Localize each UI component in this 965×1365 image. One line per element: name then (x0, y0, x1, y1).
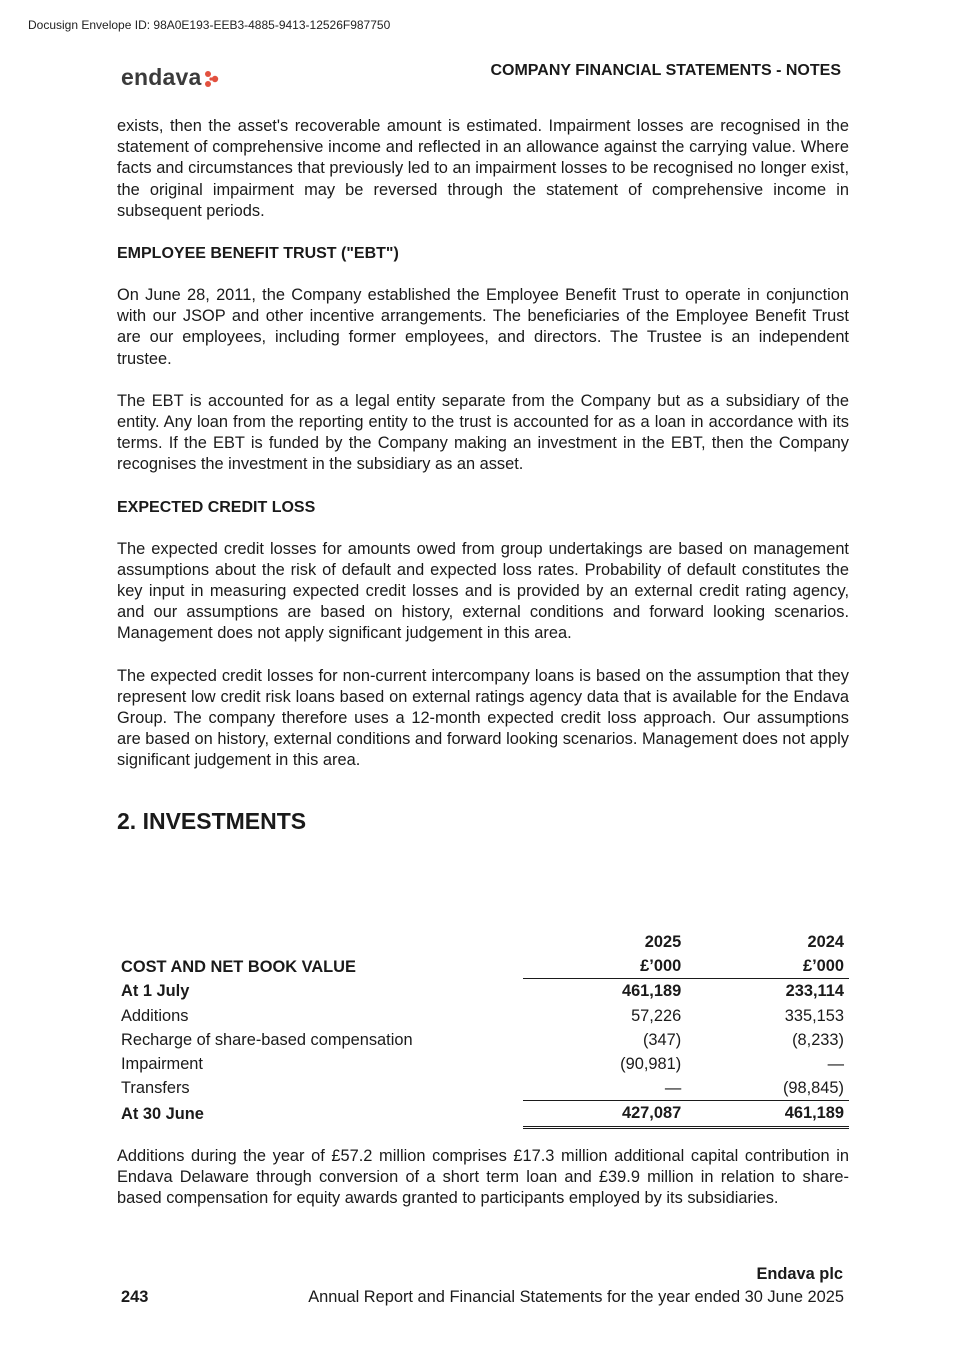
row-label: Impairment (121, 1055, 203, 1074)
after-table-text (117, 1146, 849, 1210)
logo-wordmark: endava (121, 64, 202, 90)
section-title: 2. INVESTMENTS (117, 807, 307, 834)
table-year-row (117, 930, 849, 954)
table-row (117, 1052, 849, 1076)
ecl-paragraph-2: The expected credit losses for non-current intercompany loans is based on the assumption that they represent low credit risk loans based on external ratings agency data that is available for the Endava Group. The company therefore uses a 12-month expected credit loss approach. Our assumptions are based on history, external conditions and forward looking scenarios. Management does not apply significant judgement in this area. (117, 666, 849, 770)
row-value-2024: — (827, 1055, 844, 1074)
impairment-paragraph: exists, then the asset's recoverable amount is estimated. Impairment losses are recognised in the statement of comprehensive income and reflected in an allowance against the carrying value. Where facts and circumstances that previously led to an impairment losses to be recognised no longer exist, the original impairment may be reversed through the statement of comprehensive income in subsequent periods. (117, 117, 849, 220)
docusign-envelope-id: Docusign Envelope ID: 98A0E193-EEB3-4885-9413-12526F987750 (28, 18, 391, 32)
footer-report-title: Annual Report and Financial Statements for the year ended 30 June 2025 (308, 1288, 844, 1306)
notes-body (117, 116, 849, 835)
investments-table-wrapper (117, 930, 849, 1129)
row-value-2024: 335,153 (784, 1006, 844, 1025)
year-2025: 2025 (644, 933, 682, 952)
row-value-2024: (8,233) (792, 1030, 844, 1049)
row-label: At 30 June (121, 1104, 204, 1123)
page-header-title: COMPANY FINANCIAL STATEMENTS - NOTES (490, 62, 841, 79)
year-2024: 2024 (807, 933, 844, 952)
row-value-2025: — (523, 1076, 686, 1101)
table-row (117, 1028, 849, 1052)
ecl-paragraph-1: The expected credit losses for amounts owed from group undertakings are based on management assumptions about the risk of default and expected loss rates. Probability of default constitutes the key input in measuring expected credit losses and is provided by an external credit rating agency, and our assumptions are based on history, external conditions and forward looking scenarios. Management does not apply significant judgement in this area. (117, 539, 849, 643)
endava-logo (121, 64, 220, 91)
row-value-2024: 461,189 (686, 1101, 849, 1127)
ebt-paragraph-2: The EBT is accounted for as a legal entity separate from the Company but as a subsidiary of the entity. Any loan from the reporting entity to the trust is accounted for as a loan in accordance with its terms. If the EBT is funded by the Company making an investment in the EBT, then the Company recognises the investment in the subsidiary as an asset. (117, 391, 849, 474)
row-label: Transfers (121, 1079, 190, 1098)
row-value-2024: 233,114 (785, 982, 844, 1001)
row-value-2025: 427,087 (523, 1101, 686, 1127)
row-value-2025: (90,981) (620, 1055, 682, 1074)
unit-2025: £’000 (523, 954, 686, 979)
row-label: Recharge of share-based compensation (121, 1030, 413, 1049)
table-row (117, 979, 849, 1004)
table-row (117, 1004, 849, 1028)
row-label: At 1 July (121, 982, 190, 1001)
row-value-2025: 57,226 (631, 1006, 682, 1025)
page-number: 243 (121, 1288, 149, 1306)
footer-company: Endava plc (756, 1265, 843, 1283)
row-value-2024: (98,845) (686, 1076, 849, 1101)
table-row (117, 1076, 849, 1101)
row-value-2025: (347) (642, 1030, 682, 1049)
ebt-heading: EMPLOYEE BENEFIT TRUST ("EBT") (117, 245, 399, 263)
table-total-row (117, 1101, 849, 1127)
row-value-2025: 461,189 (621, 982, 682, 1001)
table-heading-row (117, 954, 849, 979)
table-heading: COST AND NET BOOK VALUE (121, 957, 356, 976)
ecl-heading: EXPECTED CREDIT LOSS (117, 498, 316, 516)
additions-paragraph: Additions during the year of £57.2 million comprises £17.3 million additional capital contribution in Endava Delaware through conversion of a short term loan and £39.9 million in relation to share-based compensation for equity awards granted to participants employed by its subsidiaries. (117, 1147, 849, 1208)
investments-table (117, 930, 849, 1129)
ebt-paragraph-1: On June 28, 2011, the Company established the Employee Benefit Trust to operate in conjunction with our JSOP and other incentive arrangements. The beneficiaries of the Employee Benefit Trust are our employees, including former employees, and directors. The Trustee is an independent trustee. (117, 286, 849, 368)
unit-2024: £’000 (686, 954, 849, 979)
row-label: Additions (121, 1006, 189, 1025)
endava-logo-icon (204, 70, 220, 88)
